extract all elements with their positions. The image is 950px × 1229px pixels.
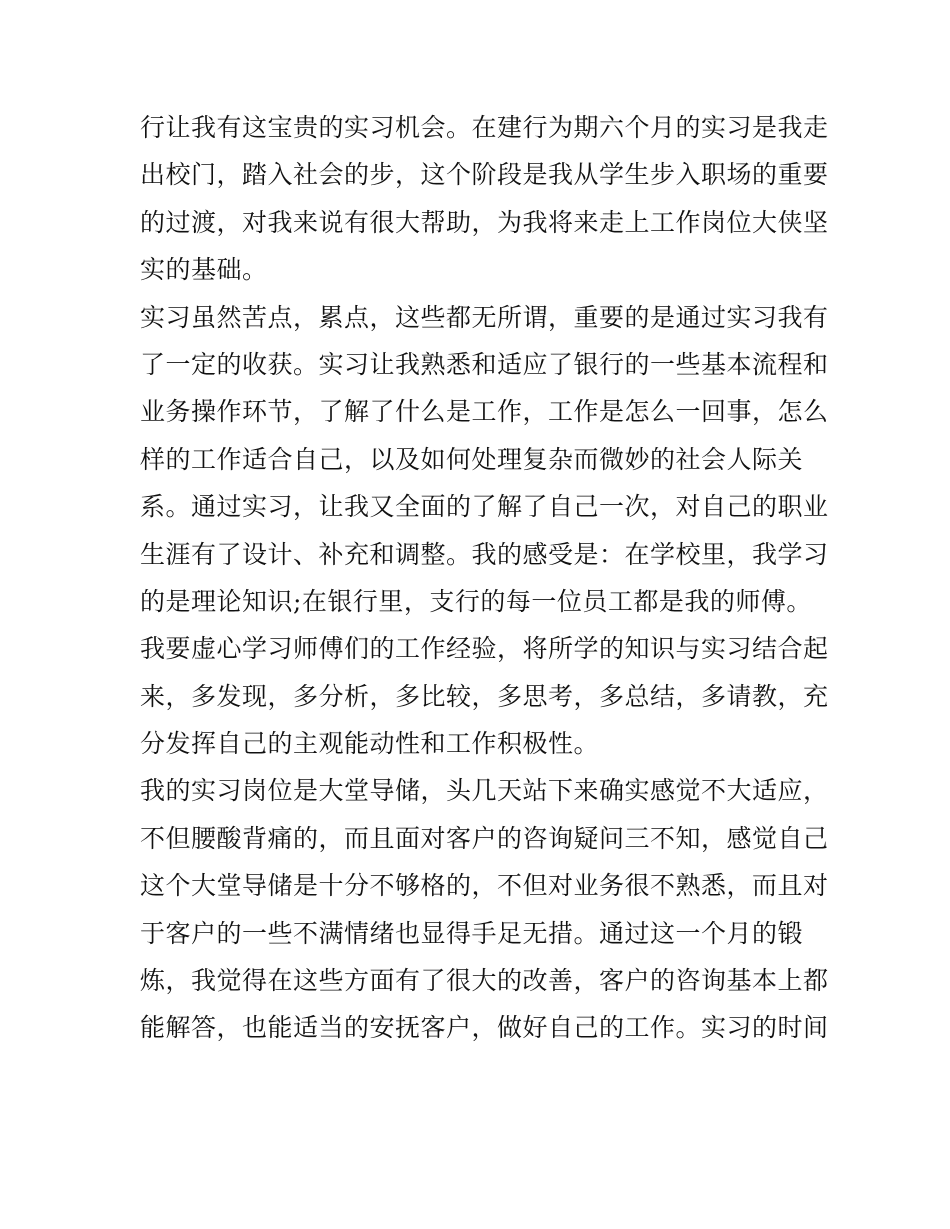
text-line: 我要虚心学习师傅们的工作经验，将所学的知识与实习结合起 xyxy=(140,634,829,664)
text-line: 不但腰酸背痛的，而且面对客户的咨询疑问三不知，感觉自己 xyxy=(140,823,829,853)
text-line: 实习虽然苦点，累点，这些都无所谓，重要的是通过实习我有 xyxy=(140,302,829,332)
text-line: 的过渡，对我来说有很大帮助，为我将来走上工作岗位大侠坚 xyxy=(140,207,829,237)
text-line: 炼，我觉得在这些方面有了很大的改善，客户的咨询基本上都 xyxy=(140,966,829,996)
document-body xyxy=(140,104,829,1052)
text-line: 实的基础。 xyxy=(140,255,268,285)
text-line: 了一定的收获。实习让我熟悉和适应了银行的一些基本流程和 xyxy=(140,349,829,379)
text-line: 这个大堂导储是十分不够格的，不但对业务很不熟悉，而且对 xyxy=(140,871,829,901)
text-line: 样的工作适合自己，以及如何处理复杂而微妙的社会人际关 xyxy=(140,444,804,474)
text-line: 出校门，踏入社会的步，这个阶段是我从学生步入职场的重要 xyxy=(140,160,829,190)
text-line: 生涯有了设计、补充和调整。我的感受是：在学校里，我学习 xyxy=(140,539,829,569)
text-line: 分发挥自己的主观能动性和工作积极性。 xyxy=(140,729,600,759)
text-line: 来，多发现，多分析，多比较，多思考，多总结，多请教，充 xyxy=(140,681,829,711)
text-line: 于客户的一些不满情绪也显得手足无措。通过这一个月的锻 xyxy=(140,918,804,948)
text-line: 行让我有这宝贵的实习机会。在建行为期六个月的实习是我走 xyxy=(140,113,829,142)
text-line: 业务操作环节，了解了什么是工作，工作是怎么一回事，怎么 xyxy=(140,397,829,427)
text-line: 我的实习岗位是大堂导储，头几天站下来确实感觉不大适应， xyxy=(140,776,829,806)
text-line: 系。通过实习，让我又全面的了解了自己一次，对自己的职业 xyxy=(140,492,829,522)
text-line: 能解答，也能适当的安抚客户，做好自己的工作。实习的时间 xyxy=(140,1013,829,1043)
text-line: 的是理论知识;在银行里，支行的每一位员工都是我的师傅。 xyxy=(140,586,812,616)
